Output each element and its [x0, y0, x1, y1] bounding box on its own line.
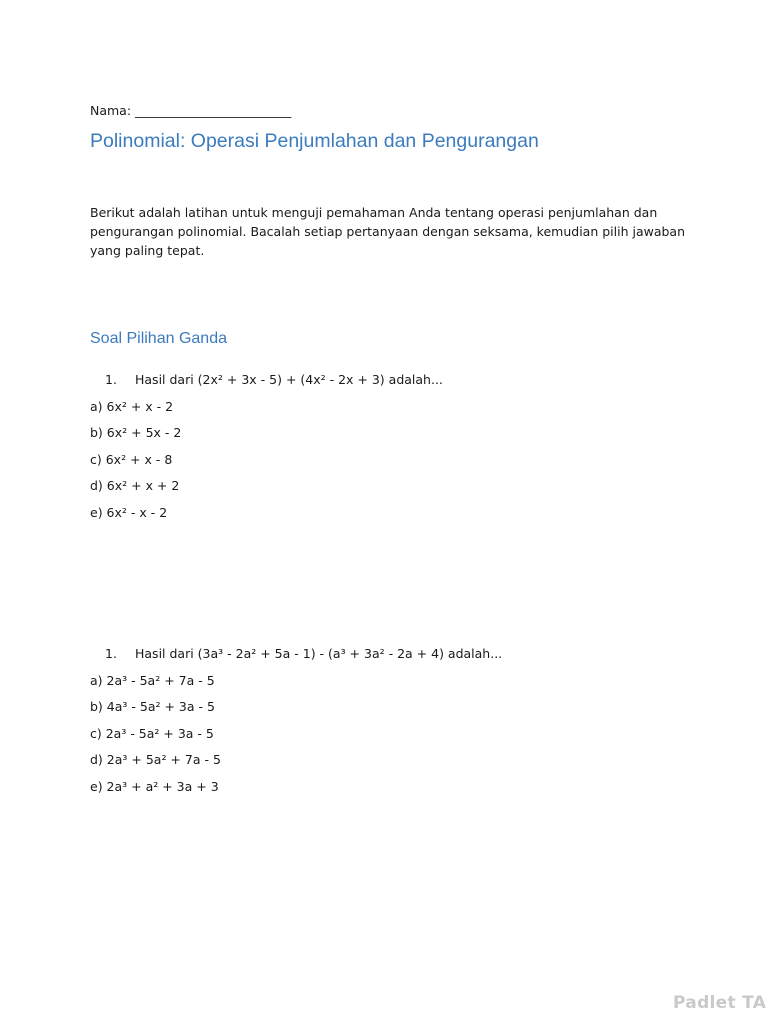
name-field-label: Nama: _________________________ — [90, 103, 292, 118]
option-e: e) 2a³ + a² + 3a + 3 — [90, 778, 219, 794]
option-d: d) 6x² + x + 2 — [90, 478, 180, 494]
question-text: Hasil dari (2x² + 3x - 5) + (4x² - 2x + 3) adalah... — [135, 372, 443, 387]
option-d: d) 2a³ + 5a² + 7a - 5 — [90, 752, 221, 768]
option-a: a) 6x² + x - 2 — [90, 399, 174, 414]
options-list — [90, 671, 730, 803]
question-number: 1. — [105, 646, 117, 661]
option-e: e) 6x² - x - 2 — [90, 504, 168, 520]
intro-paragraph: Berikut adalah latihan untuk menguji pemahaman Anda tentang operasi penjumlahan dan pengurangan polinomial. Bacalah setiap pertanyaan dengan seksama, kemudian pilih jawaban yang paling tepat. — [90, 205, 686, 258]
option-c: c) 2a³ - 5a² + 3a - 5 — [90, 725, 214, 741]
option-a: a) 2a³ - 5a² + 7a - 5 — [90, 673, 215, 688]
options-list — [90, 397, 730, 529]
option-b: b) 4a³ - 5a² + 3a - 5 — [90, 699, 215, 715]
section-title: Soal Pilihan Ganda — [90, 330, 227, 347]
question-number: 1. — [105, 372, 117, 387]
question-text: Hasil dari (3a³ - 2a² + 5a - 1) - (a³ + 3a² - 2a + 4) adalah... — [135, 646, 503, 661]
question-1 — [90, 370, 730, 529]
document-title: Polinomial: Operasi Penjumlahan dan Pengurangan — [90, 130, 539, 152]
watermark-text: Padlet TA — [673, 993, 767, 1013]
option-b: b) 6x² + 5x - 2 — [90, 425, 182, 441]
question-stem — [90, 644, 730, 663]
option-c: c) 6x² + x - 8 — [90, 451, 173, 467]
question-stem — [90, 370, 730, 389]
question-2 — [90, 644, 730, 803]
